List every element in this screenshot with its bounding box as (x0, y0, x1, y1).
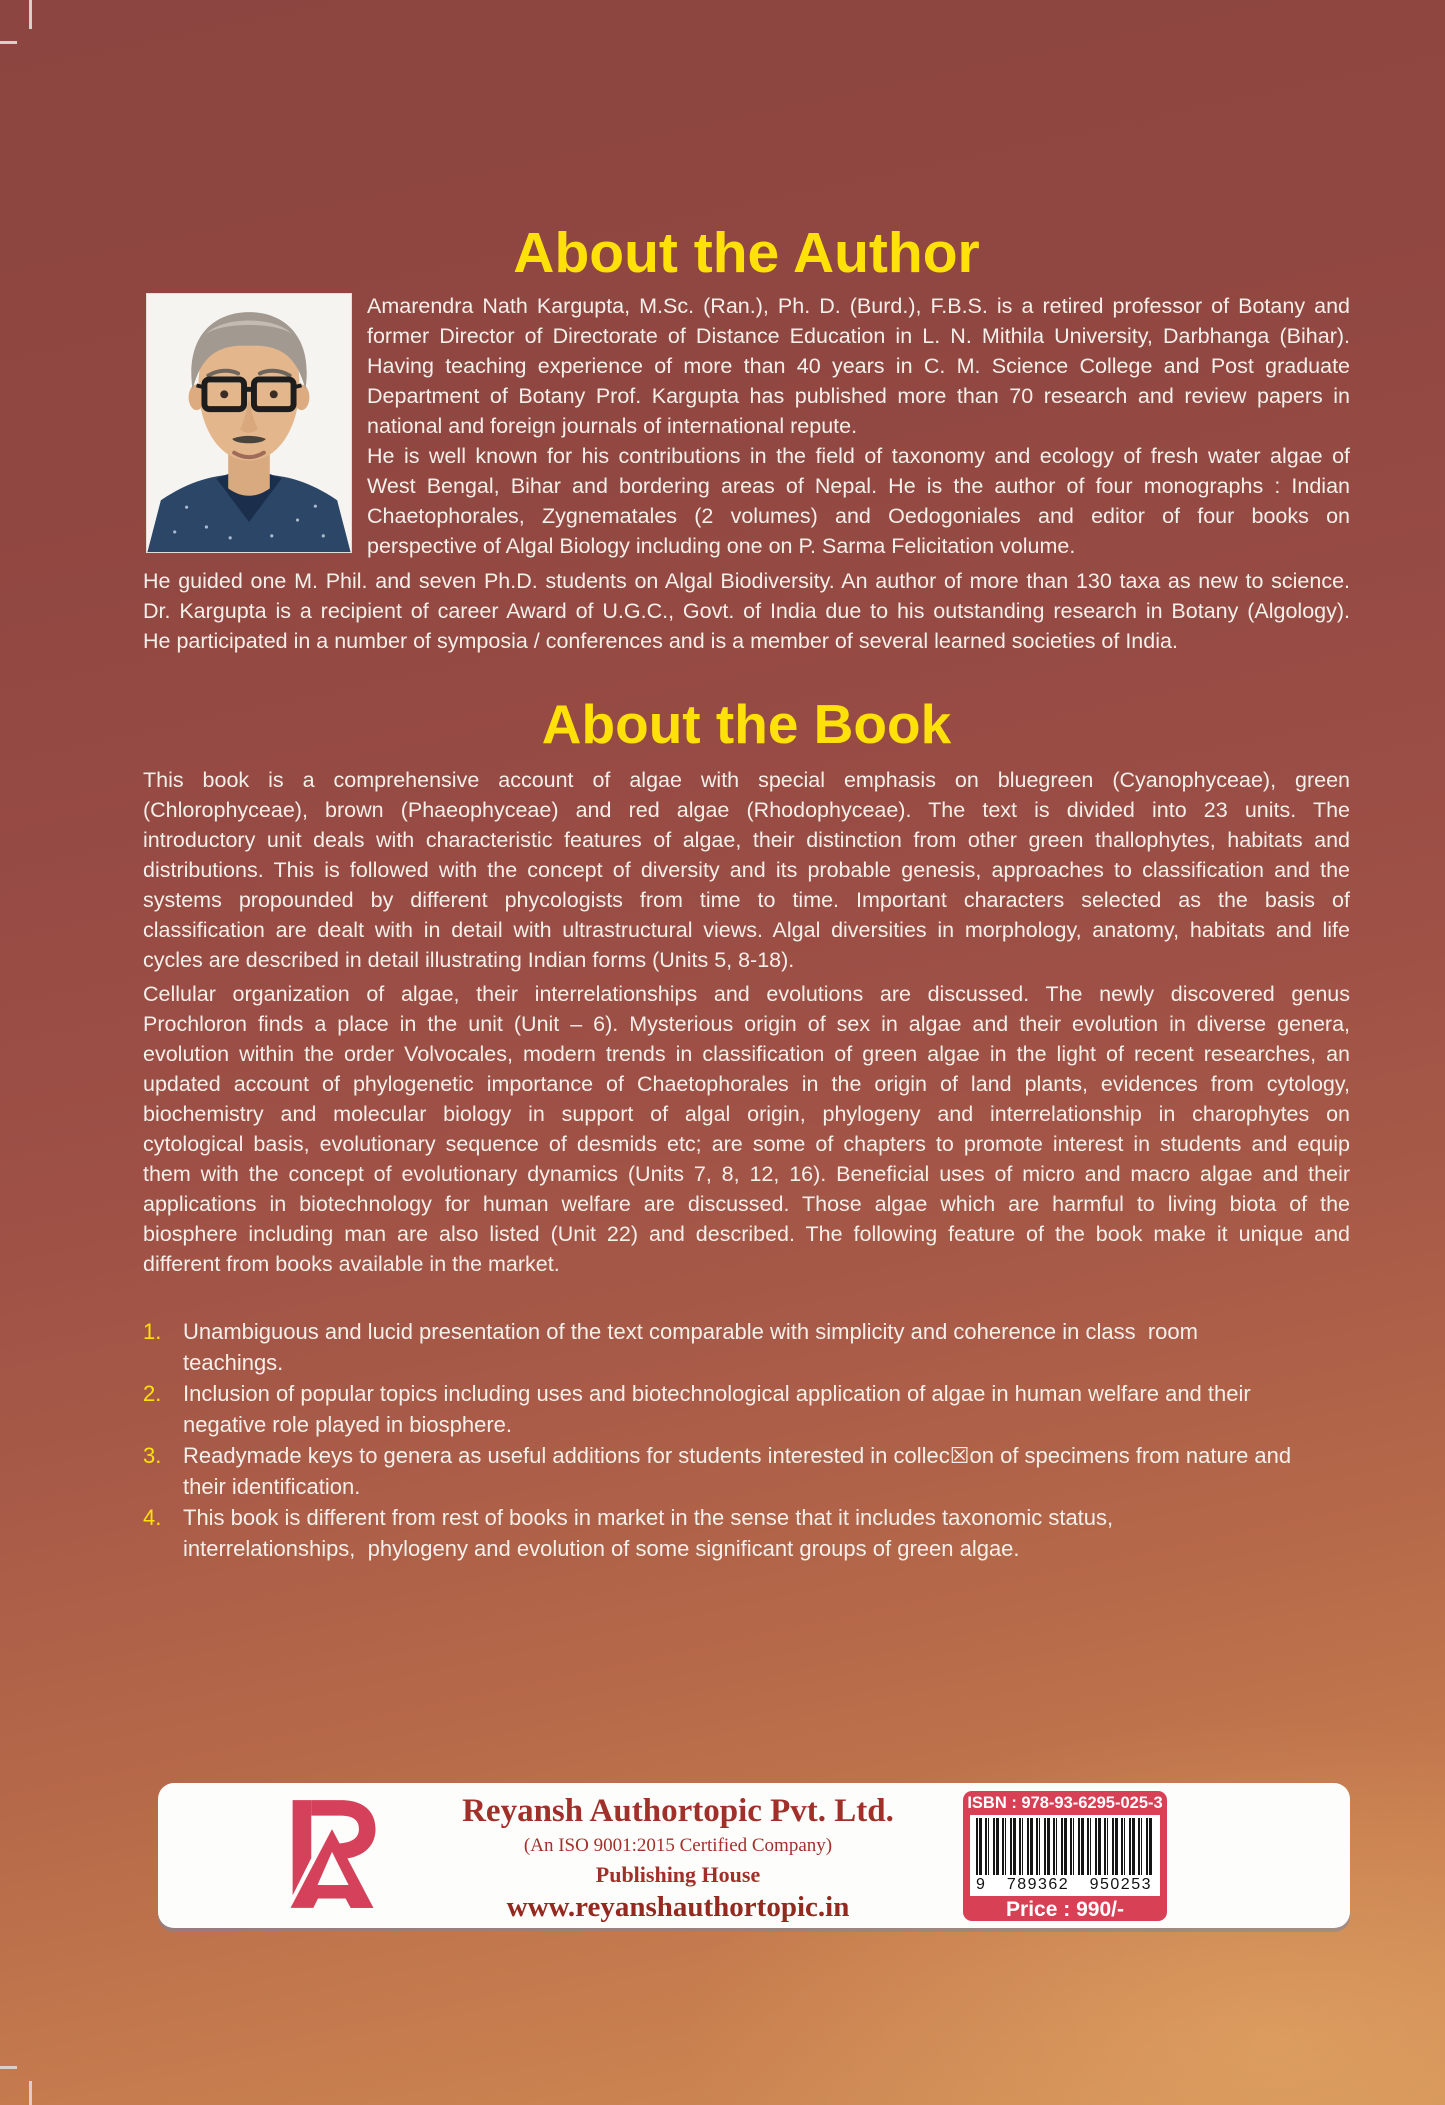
about-author-title: About the Author (513, 221, 980, 285)
publisher-type: Publishing House (595, 1862, 761, 1887)
text-line: Inclusion of popular topics including uses and biotechnological application of algae in human welfare and their (183, 1381, 1251, 1406)
publisher-iso-line: (An ISO 9001:2015 Certified Company) (523, 1835, 833, 1856)
text-line: applications in biotechnology for human welfare are discussed. Those algae which are harmful to living biota of the (143, 1192, 1350, 1216)
crop-mark (0, 41, 17, 44)
text-line: negative role played in biosphere. (183, 1412, 513, 1437)
price-label: Price : 990/- (1006, 1898, 1124, 1921)
list-number: 4. (143, 1505, 162, 1530)
about-author-section (143, 291, 1350, 656)
text-line: This book is a comprehensive account of algae with special emphasis on bluegreen (Cyanophyceae), green (143, 768, 1350, 792)
list-item (143, 1378, 1350, 1440)
book-paragraph-1 (143, 765, 1350, 975)
barcode-digit-lead: 9 (976, 1876, 987, 1893)
publisher-info (408, 1793, 948, 1924)
isbn-label: ISBN : 978-93-6295-025-3 (967, 1794, 1163, 1812)
crop-mark (0, 2066, 17, 2069)
list-item (143, 1440, 1350, 1502)
text-line: updated account of phylogenetic importance of Chaetophorales in the origin of land plants, evidences from cytology, (143, 1072, 1350, 1096)
text-line: Having teaching experience of more than 40 years in C. M. Science College and Post graduate (367, 354, 1350, 378)
barcode-digit-group: 950253 (1089, 1876, 1152, 1893)
text-line: Dr. Kargupta is a recipient of career Award of U.G.C., Govt. of India due to his outstanding research in Botany (Algology). (143, 599, 1350, 623)
text-line: Unambiguous and lucid presentation of the text comparable with simplicity and coherence in class room (183, 1319, 1198, 1344)
list-item (143, 1502, 1350, 1564)
text-line: former Director of Directorate of Distance Education in L. N. Mithila University, Darbhanga (Bihar). (367, 324, 1350, 348)
crop-mark (29, 2081, 32, 2105)
barcode-digits (976, 1875, 1154, 1894)
author-portrait-illustration (147, 294, 351, 552)
text-line: different from books available in the market. (143, 1252, 560, 1276)
text-line: He participated in a number of symposia / conferences and is a member of several learned societies of India. (143, 629, 1178, 653)
barcode-digit-group: 789362 (1006, 1876, 1070, 1893)
book-paragraph-2 (143, 979, 1350, 1279)
text-line: He is well known for his contributions in the field of taxonomy and ecology of fresh water algae of (367, 444, 1350, 468)
text-line: Department of Botany Prof. Kargupta has published more than 70 research and review papers in (367, 384, 1350, 408)
crop-mark (29, 0, 32, 29)
list-item-text (183, 1502, 1350, 1564)
text-line: biosphere including man are also listed (Unit 22) and described. The following feature of the book make it unique and (143, 1222, 1350, 1246)
list-number: 2. (143, 1381, 162, 1406)
text-line: national and foreign journals of international repute. (367, 414, 858, 438)
text-line: cytological basis, evolutionary sequence of desmids etc; are some of chapters to promote interest in students and equip (143, 1132, 1350, 1156)
barcode-bars (976, 1818, 1154, 1875)
text-line: their identification. (183, 1474, 361, 1499)
text-line: Prochloron finds a place in the unit (Unit – 6). Mysterious origin of sex in algae and their evolution in diverse genera, (143, 1012, 1350, 1036)
list-item-text (183, 1378, 1350, 1440)
author-paragraph-3 (143, 566, 1350, 656)
text-line: distributions. This is followed with the concept of diversity and its probable genesis, approaches to classification and the (143, 858, 1350, 882)
reyansh-ra-logo-icon (278, 1798, 386, 1912)
text-line: systems propounded by different phycologists from time to time. Important characters selected as the basis of (143, 888, 1350, 912)
text-line: cycles are described in detail illustrating Indian forms (Units 5, 8-18). (143, 948, 795, 972)
text-line: them with the concept of evolutionary dynamics (Units 7, 8, 12, 16). Beneficial uses of micro and macro algae and their (143, 1162, 1350, 1186)
list-number: 3. (143, 1443, 162, 1468)
text-line: perspective of Algal Biology including one on P. Sarma Felicitation volume. (367, 534, 1076, 558)
list-item-text (183, 1440, 1350, 1502)
book-features-list (143, 1316, 1350, 1564)
text-line: evolution within the order Volvocales, modern trends in classification of green algae in the light of recent researches, an (143, 1042, 1350, 1066)
isbn-price-panel (963, 1791, 1167, 1921)
author-photo (146, 293, 352, 553)
about-book-title: About the Book (541, 693, 952, 755)
text-line: introductory unit deals with characteristic features of algae, their distinction from other green thallophytes, habitats and (143, 828, 1350, 852)
text-line: classification are dealt with in detail with ultrastructural views. Algal diversities in morphology, anatomy, habitats and life (143, 918, 1350, 942)
publisher-name: Reyansh Authortopic Pvt. Ltd. (462, 1793, 894, 1829)
text-line: (Chlorophyceae), brown (Phaeophyceae) and red algae (Rhodophyceae). The text is divided into 23 units. The (143, 798, 1350, 822)
text-line: interrelationships, phylogeny and evolution of some significant groups of green algae. (183, 1536, 1020, 1561)
text-line: West Bengal, Bihar and bordering areas of Nepal. He is the author of four monographs : Indian (367, 474, 1350, 498)
text-line: He guided one M. Phil. and seven Ph.D. students on Algal Biodiversity. An author of more than 130 taxa as new to science. (143, 569, 1350, 593)
publisher-website: www.reyanshauthortopic.in (506, 1891, 850, 1923)
list-item-text (183, 1316, 1350, 1378)
text-line: biochemistry and molecular biology in support of algal origin, phylogeny and interrelationship in charophytes on (143, 1102, 1350, 1126)
text-line: Chaetophorales, Zygnematales (2 volumes) and Oedogoniales and editor of four books on (367, 504, 1350, 528)
list-item (143, 1316, 1350, 1378)
text-line: teachings. (183, 1350, 284, 1375)
text-line: Readymade keys to genera as useful additions for students interested in collec☒on of specimens from nature and (183, 1443, 1292, 1468)
barcode (970, 1815, 1160, 1896)
publisher-strip (158, 1783, 1350, 1928)
text-line: Amarendra Nath Kargupta, M.Sc. (Ran.), Ph. D. (Burd.), F.B.S. is a retired professor of Botany and (367, 294, 1350, 318)
text-line: This book is different from rest of books in market in the sense that it includes taxonomic status, (183, 1505, 1114, 1530)
text-line: Cellular organization of algae, their interrelationships and evolutions are discussed. The newly discovered genus (143, 982, 1350, 1006)
list-number: 1. (143, 1319, 162, 1344)
